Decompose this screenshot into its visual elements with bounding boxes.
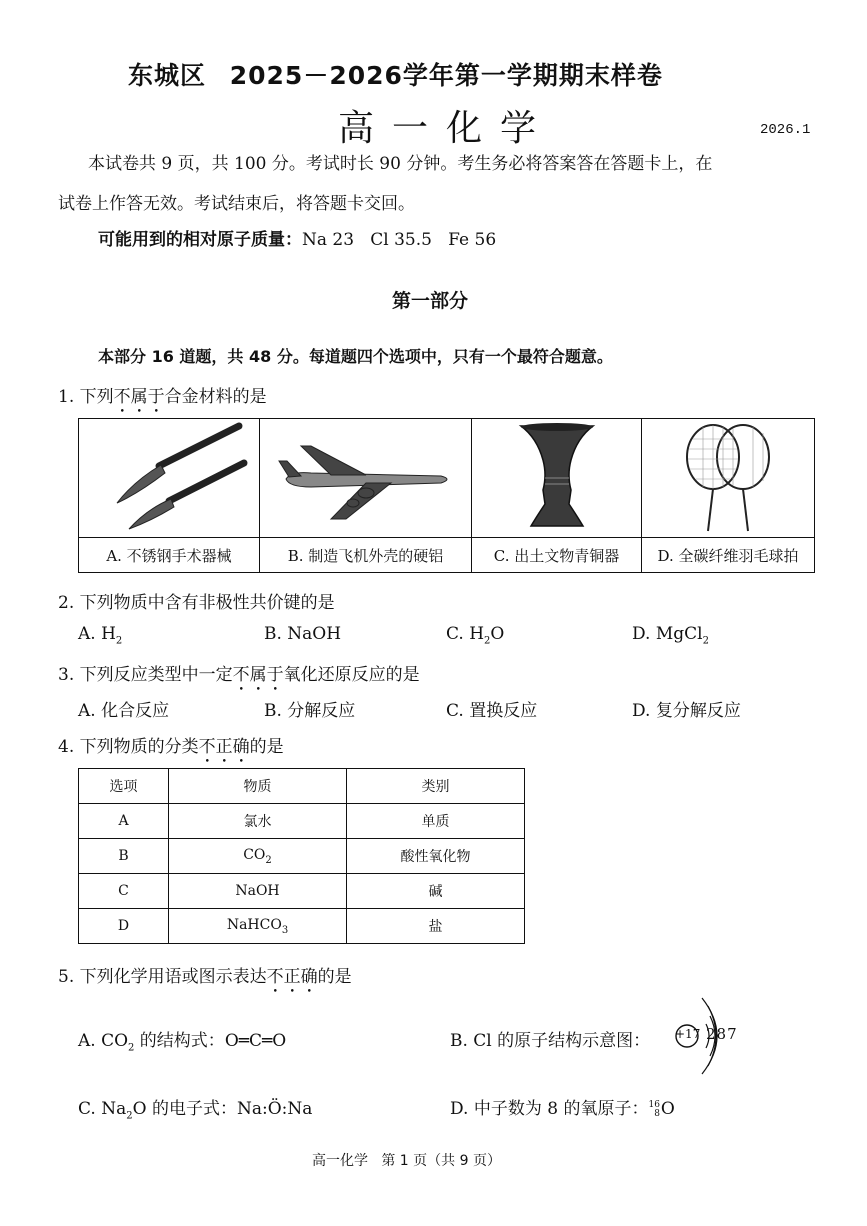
atomic-mass-label: 可能用到的相对原子质量： — [98, 230, 302, 250]
q2-c-subscript: 2 — [484, 635, 491, 647]
q5-option-d — [450, 1094, 675, 1119]
q3-option-a: A. 化合反应 — [78, 701, 170, 721]
mass-number: 16 — [648, 1099, 660, 1110]
table-header-cell: 类别 — [347, 769, 525, 804]
q5-option-b — [450, 1026, 650, 1051]
question-1-stem — [58, 382, 267, 417]
q1-stem-post: 合金材料的是 — [164, 387, 267, 407]
q4-stem-post: 的是 — [249, 737, 284, 757]
q5-option-c — [78, 1094, 312, 1121]
district-name: 东城区 — [128, 61, 207, 90]
table-cell-category: 盐 — [347, 909, 525, 944]
substance-subscript: 3 — [281, 924, 289, 936]
q2-option-b: B. NaOH — [264, 624, 342, 644]
q3-option-b: B. 分解反应 — [264, 701, 356, 721]
table-cell-substance — [169, 909, 347, 944]
table-cell-category: 酸性氧化物 — [347, 839, 525, 874]
q3-option-d: D. 复分解反应 — [632, 701, 741, 721]
q1-option-c-label: C. 出土文物青铜器 — [472, 538, 642, 573]
substance-text: NaHCO — [226, 916, 282, 933]
q5-stem-pre: 5. 下列化学用语或图示表达 — [58, 967, 267, 987]
substance-subscript: 2 — [265, 854, 272, 866]
q1-stem-pre: 1. 下列 — [58, 387, 114, 407]
q2-c-text-post: O — [490, 624, 505, 644]
badminton-racket-icon — [668, 419, 788, 533]
q1-option-a-label: A. 不锈钢手术器械 — [79, 538, 260, 573]
q5-a-text-post: 的结构式： — [134, 1031, 225, 1051]
q1-option-d-label: D. 全碳纤维羽毛球拍 — [642, 538, 815, 573]
substance-text: NaOH — [235, 883, 280, 899]
table-header-cell: 选项 — [79, 769, 169, 804]
q2-d-subscript: 2 — [702, 635, 709, 647]
q5-d-text: D. 中子数为 8 的氧原子： — [450, 1099, 649, 1119]
q5-c-text-post: O 的电子式： — [132, 1099, 237, 1119]
table-cell-category: 碱 — [347, 874, 525, 909]
airplane-icon — [271, 421, 461, 531]
q5-b-text: B. Cl 的原子结构示意图： — [450, 1031, 651, 1051]
q3-stem-emphasis: 不属于 — [232, 665, 284, 685]
q2-option-a — [78, 624, 122, 646]
exam-title: 2025－2026学年第一学期期末样卷 — [229, 61, 663, 90]
q2-a-subscript: 2 — [115, 635, 123, 647]
q5-c-text: C. Na — [78, 1099, 127, 1119]
substance-text: 氯水 — [243, 814, 272, 830]
exam-header — [128, 56, 663, 92]
q1-stem-emphasis: 不属于 — [113, 387, 165, 407]
question-4-stem — [58, 732, 284, 767]
q4-stem-pre: 4. 下列物质的分类 — [58, 737, 199, 757]
co2-structural-formula: O═C═O — [224, 1031, 287, 1051]
q1-option-a-image — [79, 419, 260, 538]
q5-c-subscript: 2 — [126, 1110, 133, 1122]
table-cell-option: C — [79, 874, 169, 909]
nucleus-charge: +17 — [675, 1027, 701, 1041]
chlorine-atom-diagram — [672, 994, 748, 1078]
q3-stem-post: 氧化还原反应的是 — [283, 665, 420, 685]
q4-classification-table — [78, 768, 525, 944]
q5-option-a — [78, 1026, 286, 1053]
page-footer: 高一化学 第 1 页（共 9 页） — [312, 1153, 501, 1169]
q2-c-text: C. H — [446, 624, 485, 644]
q5-stem-emphasis: 不正确 — [266, 967, 318, 987]
table-header-row — [79, 769, 525, 804]
atomic-number: 8 — [654, 1108, 660, 1119]
instructions-line-2: 试卷上作答无效。考试结束后，将答题卡交回。 — [58, 194, 415, 214]
table-cell-substance — [169, 839, 347, 874]
element-symbol: O — [660, 1099, 675, 1119]
question-3-stem — [58, 660, 420, 695]
atomic-mass-line — [98, 224, 496, 256]
question-2-stem: 2. 下列物质中含有非极性共价键的是 — [58, 593, 335, 613]
table-cell-substance — [169, 804, 347, 839]
q2-option-c — [446, 624, 504, 646]
q2-d-text: D. MgCl — [632, 624, 703, 644]
table-header-cell: 物质 — [169, 769, 347, 804]
table-row — [79, 839, 525, 874]
table-cell-substance — [169, 874, 347, 909]
q1-option-b-image — [260, 419, 472, 538]
nuclide-numbers — [648, 1101, 659, 1119]
q1-option-c-image — [472, 419, 642, 538]
q4-stem-emphasis: 不正确 — [198, 737, 250, 757]
q2-a-text: A. H — [78, 624, 116, 644]
q1-option-d-image — [642, 419, 815, 538]
q5-a-subscript: 2 — [128, 1042, 135, 1054]
q5-stem-post: 的是 — [317, 967, 352, 987]
substance-text: CO — [243, 846, 266, 863]
q2-option-d — [632, 624, 709, 646]
q5-a-text: A. CO — [78, 1031, 129, 1051]
table-cell-option: A — [79, 804, 169, 839]
part-title: 第一部分 — [392, 290, 469, 312]
table-row — [79, 874, 525, 909]
scalpel-icon — [89, 421, 249, 531]
table-row — [79, 909, 525, 944]
q3-option-c: C. 置换反应 — [446, 701, 538, 721]
shell-electron-counts: 287 — [706, 1025, 738, 1043]
q1-option-b-label: B. 制造飞机外壳的硬铝 — [260, 538, 472, 573]
subject-title: 高一化学 — [338, 108, 555, 149]
bronze-vessel-icon — [507, 420, 607, 532]
part-intro: 本部分 16 道题，共 48 分。每道题四个选项中，只有一个最符合题意。 — [98, 347, 613, 366]
table-row — [79, 804, 525, 839]
table-cell-option: D — [79, 909, 169, 944]
q3-stem-pre: 3. 下列反应类型中一定 — [58, 665, 233, 685]
table-cell-category: 单质 — [347, 804, 525, 839]
q1-options-table — [78, 418, 815, 573]
atomic-mass-values: Na 23 Cl 35.5 Fe 56 — [302, 230, 497, 250]
question-5-stem — [58, 962, 352, 997]
table-cell-option: B — [79, 839, 169, 874]
na2o-electron-formula: Na:Ö:Na — [236, 1099, 313, 1119]
instructions-line-1: 本试卷共 9 页，共 100 分。考试时长 90 分钟。考生务必将答案答在答题卡上，在 — [88, 154, 713, 174]
exam-date: 2026.1 — [760, 122, 811, 138]
